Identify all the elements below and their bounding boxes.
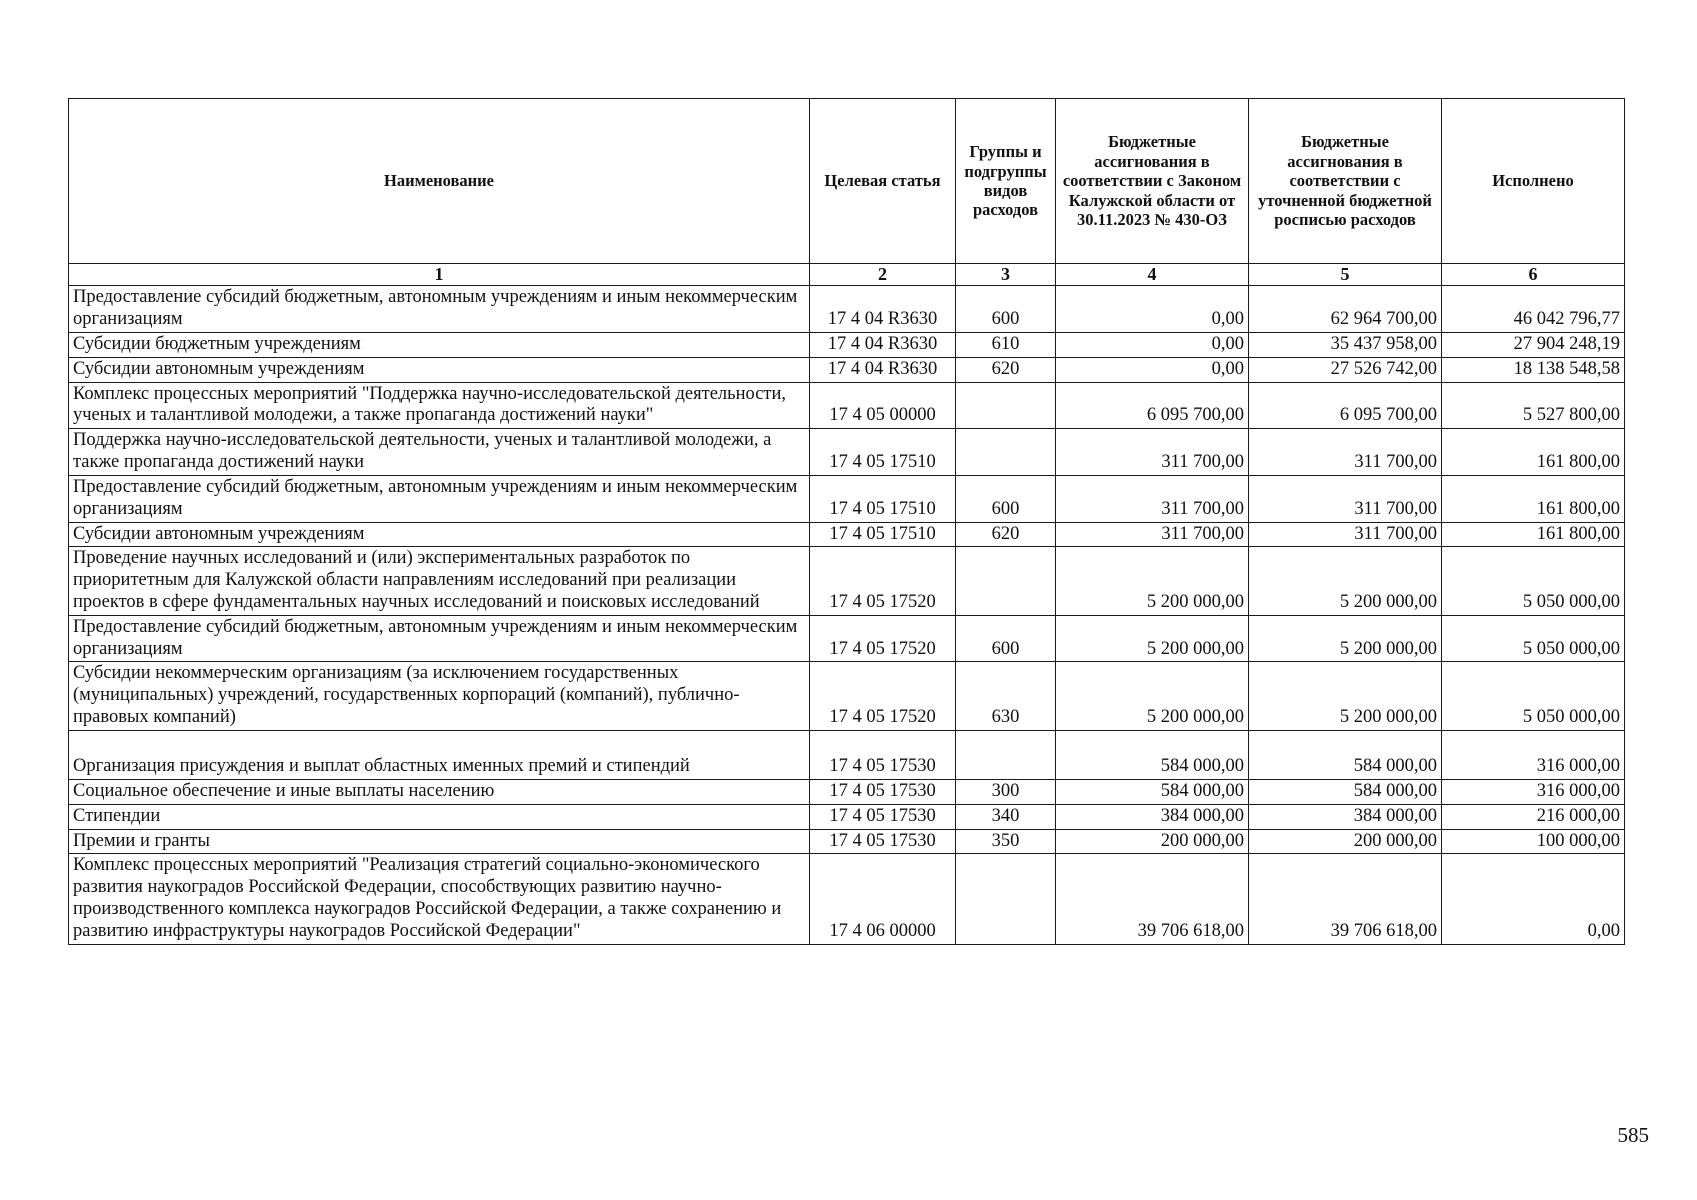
table-row <box>69 662 1625 730</box>
table-row <box>69 730 1625 779</box>
row-target-article: 17 4 05 00000 <box>810 382 956 429</box>
table-row <box>69 547 1625 615</box>
table-body <box>69 286 1625 945</box>
row-target-article: 17 4 05 17530 <box>810 779 956 804</box>
row-law-amount: 584 000,00 <box>1056 730 1249 779</box>
table-row <box>69 429 1625 476</box>
row-executed-amount: 161 800,00 <box>1442 429 1625 476</box>
row-law-amount: 311 700,00 <box>1056 475 1249 522</box>
row-law-amount: 5 200 000,00 <box>1056 662 1249 730</box>
row-executed-amount: 5 050 000,00 <box>1442 615 1625 662</box>
row-law-amount: 6 095 700,00 <box>1056 382 1249 429</box>
row-refined-amount: 35 437 958,00 <box>1249 332 1442 357</box>
row-name: Поддержка научно-исследовательской деятельности, ученых и талантливой молодежи, а также пропаганда достижений науки <box>69 429 810 476</box>
row-law-amount: 39 706 618,00 <box>1056 854 1249 944</box>
row-expense-group: 340 <box>956 804 1056 829</box>
row-expense-group: 610 <box>956 332 1056 357</box>
table-row <box>69 357 1625 382</box>
row-law-amount: 311 700,00 <box>1056 429 1249 476</box>
table-header <box>69 99 1625 286</box>
table-row <box>69 382 1625 429</box>
row-refined-amount: 5 200 000,00 <box>1249 547 1442 615</box>
row-law-amount: 200 000,00 <box>1056 829 1249 854</box>
row-expense-group: 620 <box>956 522 1056 547</box>
row-expense-group: 600 <box>956 475 1056 522</box>
row-executed-amount: 5 050 000,00 <box>1442 662 1625 730</box>
column-number: 3 <box>956 264 1056 286</box>
row-name: Комплекс процессных мероприятий "Поддержка научно-исследовательской деятельности, ученых и талантливой молодежи, а также пропаганда достижений науки" <box>69 382 810 429</box>
row-expense-group: 300 <box>956 779 1056 804</box>
row-name: Субсидии автономным учреждениям <box>69 522 810 547</box>
row-target-article: 17 4 04 R3630 <box>810 286 956 333</box>
row-expense-group <box>956 382 1056 429</box>
row-target-article: 17 4 04 R3630 <box>810 332 956 357</box>
row-refined-amount: 5 200 000,00 <box>1249 615 1442 662</box>
column-number: 1 <box>69 264 810 286</box>
table-row <box>69 332 1625 357</box>
header-appropriations-refined: Бюджетные ассигнования в соответствии с уточненной бюджетной росписью расходов <box>1249 99 1442 264</box>
row-executed-amount: 316 000,00 <box>1442 730 1625 779</box>
row-refined-amount: 311 700,00 <box>1249 429 1442 476</box>
row-law-amount: 0,00 <box>1056 332 1249 357</box>
row-refined-amount: 200 000,00 <box>1249 829 1442 854</box>
row-target-article: 17 4 05 17520 <box>810 547 956 615</box>
row-name: Предоставление субсидий бюджетным, автономным учреждениям и иным некоммерческим организациям <box>69 615 810 662</box>
column-number-row <box>69 264 1625 286</box>
row-executed-amount: 18 138 548,58 <box>1442 357 1625 382</box>
row-refined-amount: 384 000,00 <box>1249 804 1442 829</box>
row-target-article: 17 4 05 17530 <box>810 730 956 779</box>
row-expense-group: 350 <box>956 829 1056 854</box>
row-expense-group: 600 <box>956 615 1056 662</box>
table-row <box>69 779 1625 804</box>
row-target-article: 17 4 05 17510 <box>810 475 956 522</box>
row-refined-amount: 27 526 742,00 <box>1249 357 1442 382</box>
table-row <box>69 522 1625 547</box>
row-law-amount: 5 200 000,00 <box>1056 547 1249 615</box>
row-name: Предоставление субсидий бюджетным, автономным учреждениям и иным некоммерческим организациям <box>69 286 810 333</box>
row-executed-amount: 5 050 000,00 <box>1442 547 1625 615</box>
header-row <box>69 99 1625 264</box>
row-name: Предоставление субсидий бюджетным, автономным учреждениям и иным некоммерческим организациям <box>69 475 810 522</box>
row-target-article: 17 4 04 R3630 <box>810 357 956 382</box>
column-number: 2 <box>810 264 956 286</box>
page-number: 585 <box>1617 1123 1649 1147</box>
row-name: Социальное обеспечение и иные выплаты населению <box>69 779 810 804</box>
row-executed-amount: 161 800,00 <box>1442 522 1625 547</box>
row-refined-amount: 39 706 618,00 <box>1249 854 1442 944</box>
header-target-article: Целевая статья <box>810 99 956 264</box>
row-executed-amount: 0,00 <box>1442 854 1625 944</box>
row-target-article: 17 4 05 17510 <box>810 522 956 547</box>
row-target-article: 17 4 05 17520 <box>810 662 956 730</box>
row-name: Премии и гранты <box>69 829 810 854</box>
row-law-amount: 0,00 <box>1056 286 1249 333</box>
row-refined-amount: 311 700,00 <box>1249 475 1442 522</box>
row-executed-amount: 161 800,00 <box>1442 475 1625 522</box>
row-expense-group: 600 <box>956 286 1056 333</box>
row-executed-amount: 46 042 796,77 <box>1442 286 1625 333</box>
row-executed-amount: 216 000,00 <box>1442 804 1625 829</box>
row-expense-group: 620 <box>956 357 1056 382</box>
row-name: Комплекс процессных мероприятий "Реализация стратегий социально-экономического развития наукоградов Российской Федерации, способствующих развитию научно-производственного комплекса наукоградов Российской Федерации, а также сохранению и развитию инфраструктуры наукоградов Российской Федерации" <box>69 854 810 944</box>
row-expense-group <box>956 730 1056 779</box>
row-name: Проведение научных исследований и (или) экспериментальных разработок по приоритетным для Калужской области направлениям исследований при реализации проектов в сфере фундаментальных научных исследований и поисковых исследований <box>69 547 810 615</box>
row-expense-group <box>956 429 1056 476</box>
row-expense-group: 630 <box>956 662 1056 730</box>
column-number: 6 <box>1442 264 1625 286</box>
column-number: 5 <box>1249 264 1442 286</box>
header-executed: Исполнено <box>1442 99 1625 264</box>
row-name: Субсидии бюджетным учреждениям <box>69 332 810 357</box>
row-refined-amount: 62 964 700,00 <box>1249 286 1442 333</box>
header-expense-groups: Группы и подгруппы видов расходов <box>956 99 1056 264</box>
table-row <box>69 829 1625 854</box>
row-expense-group <box>956 547 1056 615</box>
row-law-amount: 384 000,00 <box>1056 804 1249 829</box>
row-name: Организация присуждения и выплат областных именных премий и стипендий <box>69 730 810 779</box>
row-executed-amount: 316 000,00 <box>1442 779 1625 804</box>
row-name: Субсидии некоммерческим организациям (за исключением государственных (муниципальных) учреждений, государственных корпораций (компаний), публично-правовых компаний) <box>69 662 810 730</box>
table-row <box>69 615 1625 662</box>
header-appropriations-law: Бюджетные ассигнования в соответствии с Законом Калужской области от 30.11.2023 № 430-ОЗ <box>1056 99 1249 264</box>
table-row <box>69 854 1625 944</box>
row-executed-amount: 100 000,00 <box>1442 829 1625 854</box>
row-target-article: 17 4 06 00000 <box>810 854 956 944</box>
row-target-article: 17 4 05 17530 <box>810 829 956 854</box>
header-name: Наименование <box>69 99 810 264</box>
row-target-article: 17 4 05 17510 <box>810 429 956 476</box>
row-name: Субсидии автономным учреждениям <box>69 357 810 382</box>
table-row <box>69 286 1625 333</box>
row-law-amount: 584 000,00 <box>1056 779 1249 804</box>
row-target-article: 17 4 05 17530 <box>810 804 956 829</box>
row-executed-amount: 5 527 800,00 <box>1442 382 1625 429</box>
row-executed-amount: 27 904 248,19 <box>1442 332 1625 357</box>
row-refined-amount: 5 200 000,00 <box>1249 662 1442 730</box>
row-target-article: 17 4 05 17520 <box>810 615 956 662</box>
row-refined-amount: 311 700,00 <box>1249 522 1442 547</box>
row-expense-group <box>956 854 1056 944</box>
budget-table <box>68 98 1625 945</box>
row-refined-amount: 584 000,00 <box>1249 730 1442 779</box>
row-name: Стипендии <box>69 804 810 829</box>
row-law-amount: 0,00 <box>1056 357 1249 382</box>
table-row <box>69 475 1625 522</box>
row-refined-amount: 6 095 700,00 <box>1249 382 1442 429</box>
table-row <box>69 804 1625 829</box>
column-number: 4 <box>1056 264 1249 286</box>
row-law-amount: 5 200 000,00 <box>1056 615 1249 662</box>
row-refined-amount: 584 000,00 <box>1249 779 1442 804</box>
row-law-amount: 311 700,00 <box>1056 522 1249 547</box>
